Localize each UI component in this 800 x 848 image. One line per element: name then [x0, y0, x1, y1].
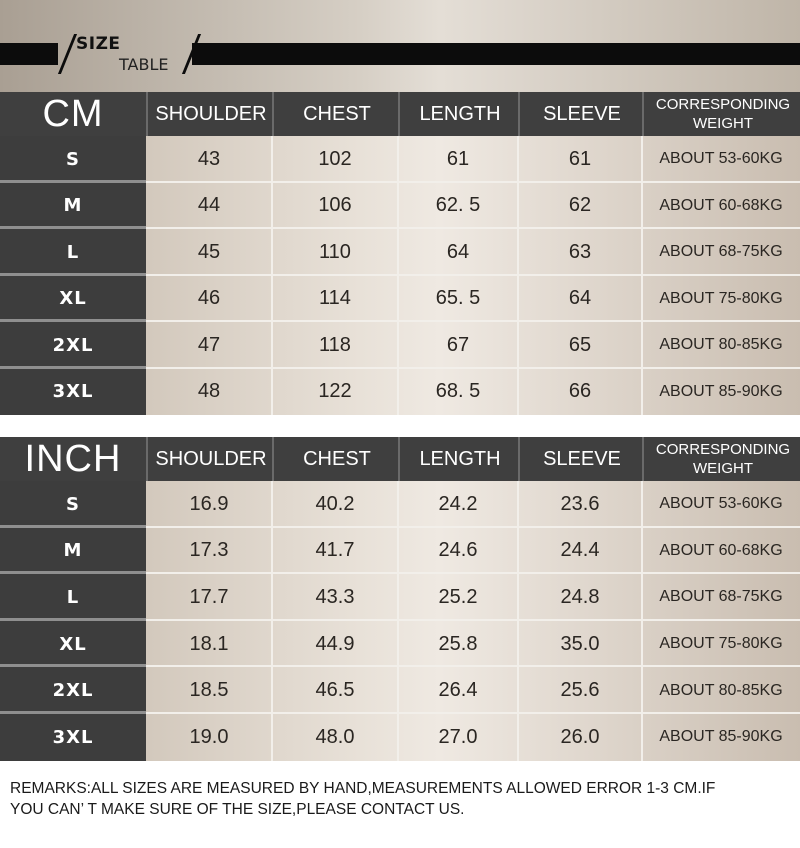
cm-column-divider — [271, 136, 273, 415]
inch-weight-cell: ABOUT 75-80KG — [659, 635, 783, 653]
cm-length-cell: 62. 5 — [435, 194, 481, 217]
inch-sleeve-cell: 24.4 — [560, 539, 600, 562]
inch-size-cell: 3XL — [52, 726, 94, 748]
cm-weight-cell: ABOUT 80-85KG — [659, 336, 783, 354]
inch-length-cell: 25.8 — [438, 632, 478, 655]
cm-sleeve-cell: 64 — [568, 287, 592, 310]
inch-size-cell: S — [66, 493, 80, 515]
inch-row — [0, 714, 800, 761]
title-banner — [0, 0, 800, 92]
cm-sleeve-cell: 66 — [568, 380, 592, 403]
cm-chest-cell: 106 — [318, 194, 352, 217]
cm-column-divider — [397, 136, 399, 415]
cm-shoulder-cell: 43 — [197, 147, 221, 170]
inch-length-cell: 24.6 — [438, 539, 478, 562]
inch-col-weight — [642, 437, 800, 481]
inch-length-cell: 25.2 — [438, 585, 478, 608]
inch-col-shoulder: SHOULDER — [146, 437, 274, 481]
cm-row — [0, 136, 800, 183]
remarks-note — [10, 778, 790, 820]
cm-chest-cell: 110 — [319, 240, 351, 263]
inch-weight-cell: ABOUT 85-90KG — [659, 728, 783, 746]
inch-chest-cell: 48.0 — [315, 725, 355, 748]
cm-length-cell: 67 — [446, 333, 470, 356]
inch-length-cell: 26.4 — [438, 679, 478, 702]
cm-size-cell: L — [66, 241, 80, 263]
inch-column-divider — [641, 481, 643, 761]
banner-size-word: SIZE — [76, 34, 121, 54]
cm-col-sleeve: SLEEVE — [518, 92, 644, 136]
cm-row — [0, 229, 800, 276]
inch-shoulder-cell: 18.5 — [189, 679, 229, 702]
inch-shoulder-cell: 19.0 — [189, 725, 229, 748]
cm-size-cell: 3XL — [52, 381, 94, 403]
inch-unit-label: INCH — [0, 437, 146, 481]
inch-col-sleeve: SLEEVE — [518, 437, 644, 481]
inch-sleeve-cell: 35.0 — [560, 632, 600, 655]
cm-weight-cell: ABOUT 75-80KG — [659, 289, 783, 307]
cm-weight-cell: ABOUT 60-68KG — [659, 196, 783, 214]
inch-weight-cell: ABOUT 68-75KG — [659, 588, 783, 606]
inch-chest-cell: 41.7 — [315, 539, 355, 562]
inch-col-length: LENGTH — [398, 437, 520, 481]
banner-bar-right — [192, 43, 800, 65]
inch-col-weight-line2: WEIGHT — [693, 460, 753, 477]
cm-size-cell: XL — [59, 288, 87, 310]
inch-sleeve-cell: 26.0 — [560, 725, 600, 748]
inch-column-divider — [517, 481, 519, 761]
cm-sleeve-cell: 65 — [568, 333, 592, 356]
inch-column-divider — [271, 481, 273, 761]
cm-size-cell: M — [63, 195, 83, 217]
cm-weight-cell: ABOUT 68-75KG — [659, 243, 783, 261]
cm-unit-label: CM — [0, 92, 146, 136]
cm-size-cell: 2XL — [52, 334, 94, 356]
inch-shoulder-cell: 17.3 — [189, 539, 229, 562]
cm-column-divider — [641, 136, 643, 415]
inch-size-cell: M — [63, 540, 83, 562]
cm-col-shoulder: SHOULDER — [146, 92, 274, 136]
cm-shoulder-cell: 44 — [197, 194, 221, 217]
table-gap — [0, 415, 800, 437]
inch-chest-cell: 40.2 — [315, 492, 355, 515]
cm-weight-cell: ABOUT 53-60KG — [659, 150, 783, 168]
inch-chest-cell: 44.9 — [315, 632, 355, 655]
inch-weight-cell: ABOUT 60-68KG — [659, 541, 783, 559]
inch-sleeve-cell: 23.6 — [560, 492, 600, 515]
cm-sleeve-cell: 61 — [568, 147, 592, 170]
inch-sleeve-cell: 25.6 — [560, 679, 600, 702]
cm-size-cell: S — [66, 148, 80, 170]
cm-col-weight — [642, 92, 800, 136]
inch-column-divider — [397, 481, 399, 761]
cm-chest-cell: 118 — [319, 333, 351, 356]
cm-length-cell: 64 — [446, 240, 470, 263]
cm-chest-cell: 102 — [318, 147, 352, 170]
cm-length-cell: 61 — [446, 147, 470, 170]
inch-col-weight-line1: CORRESPONDING — [655, 441, 791, 458]
cm-row — [0, 322, 800, 369]
cm-row — [0, 369, 800, 416]
inch-size-cell: XL — [59, 633, 87, 655]
cm-col-weight-line2: WEIGHT — [693, 115, 753, 132]
inch-row — [0, 481, 800, 528]
cm-shoulder-cell: 48 — [197, 380, 221, 403]
inch-row — [0, 621, 800, 668]
cm-shoulder-cell: 47 — [197, 333, 221, 356]
inch-sleeve-cell: 24.8 — [560, 585, 600, 608]
inch-shoulder-cell: 18.1 — [189, 632, 229, 655]
cm-sleeve-cell: 62 — [568, 194, 592, 217]
inch-row — [0, 574, 800, 621]
inch-weight-cell: ABOUT 53-60KG — [659, 495, 783, 513]
banner-slash-left — [58, 34, 77, 74]
cm-length-cell: 65. 5 — [435, 287, 481, 310]
inch-chest-cell: 46.5 — [315, 679, 355, 702]
banner-bar-left — [0, 43, 58, 65]
cm-column-divider — [517, 136, 519, 415]
remarks-line-2: YOU CAN’ T MAKE SURE OF THE SIZE,PLEASE CONTACT US. — [10, 801, 465, 818]
inch-weight-cell: ABOUT 80-85KG — [659, 681, 783, 699]
inch-shoulder-cell: 17.7 — [189, 585, 229, 608]
cm-chest-cell: 122 — [318, 380, 352, 403]
inch-row — [0, 528, 800, 575]
cm-col-chest: CHEST — [272, 92, 400, 136]
cm-chest-cell: 114 — [319, 287, 351, 310]
cm-row — [0, 276, 800, 323]
cm-shoulder-cell: 46 — [197, 287, 221, 310]
cm-length-cell: 68. 5 — [435, 380, 481, 403]
inch-row — [0, 667, 800, 714]
inch-size-cell: 2XL — [52, 680, 94, 702]
inch-length-cell: 24.2 — [438, 492, 478, 515]
inch-chest-cell: 43.3 — [315, 585, 355, 608]
remarks-line-1: REMARKS:ALL SIZES ARE MEASURED BY HAND,MEASUREMENTS ALLOWED ERROR 1-3 CM.IF — [10, 780, 716, 797]
cm-shoulder-cell: 45 — [197, 240, 221, 263]
cm-col-weight-line1: CORRESPONDING — [655, 96, 791, 113]
cm-col-length: LENGTH — [398, 92, 520, 136]
cm-size-table — [0, 92, 800, 415]
banner-table-word: TABLE — [119, 55, 169, 74]
inch-size-cell: L — [66, 586, 80, 608]
inch-length-cell: 27.0 — [438, 725, 478, 748]
inch-col-chest: CHEST — [272, 437, 400, 481]
cm-sleeve-cell: 63 — [568, 240, 592, 263]
cm-row — [0, 183, 800, 230]
inch-shoulder-cell: 16.9 — [189, 492, 229, 515]
cm-weight-cell: ABOUT 85-90KG — [659, 382, 783, 400]
inch-size-table — [0, 437, 800, 761]
